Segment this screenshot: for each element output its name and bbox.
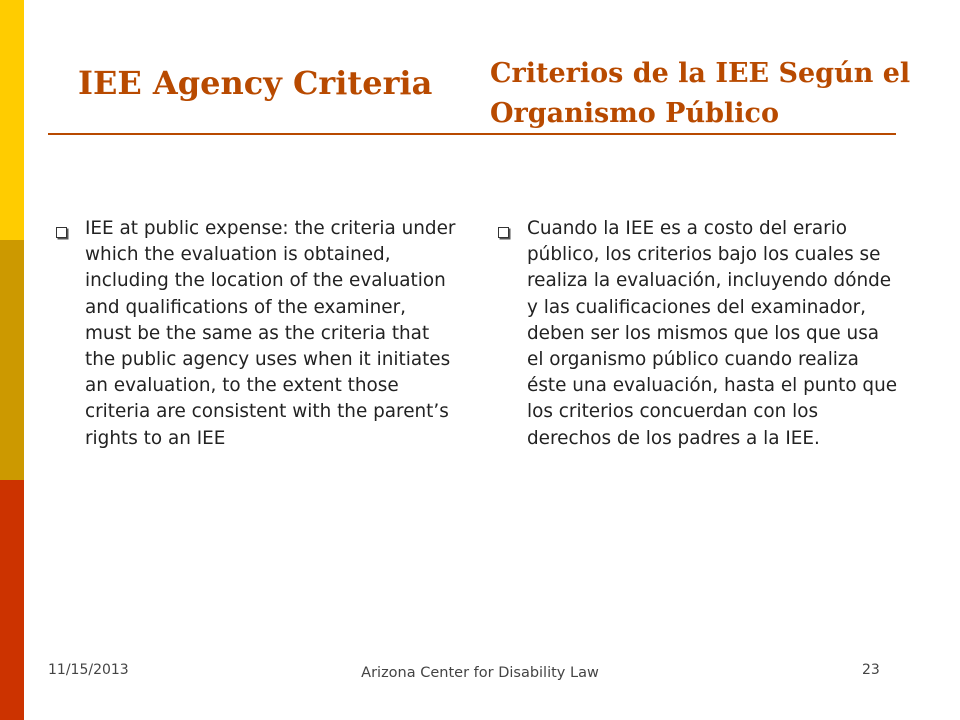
side-bar-yellow [0,0,24,240]
side-bar-gold [0,240,24,480]
footer-page-number: 23 [862,662,880,678]
footer-organization: Arizona Center for Disability Law [361,665,599,681]
square-bullet-icon [498,227,509,238]
footer-date: 11/15/2013 [48,662,129,678]
side-bar-red [0,480,24,720]
bullet-text-spanish: Cuando la IEE es a costo del erario público, los criterios bajo los cuales se realiza la evaluación, incluyendo dónde y las cualificaciones del examinador, deben ser los mismos que los que usa el organismo público cuando realiza éste una evaluación, hasta el punto que los criterios concuerdan con los derechos de los padres a la IEE. [527,218,898,449]
bullet-item-english [56,216,456,452]
bullet-item-spanish [498,216,898,452]
title-english: IEE Agency Criteria [78,64,433,102]
square-bullet-icon [56,227,67,238]
title-underline [48,133,896,135]
spanish-column [498,216,898,452]
bullet-text-english: IEE at public expense: the criteria under which the evaluation is obtained, including the location of the evaluation and qualifications of the examiner, must be the same as the criteria that the public agency uses when it initiates an evaluation, to the extent those criteria are consistent with the parent’s rights to an IEE [85,218,456,449]
english-column [56,216,456,452]
title-spanish: Criterios de la IEE Según el Organismo Público [490,58,911,129]
